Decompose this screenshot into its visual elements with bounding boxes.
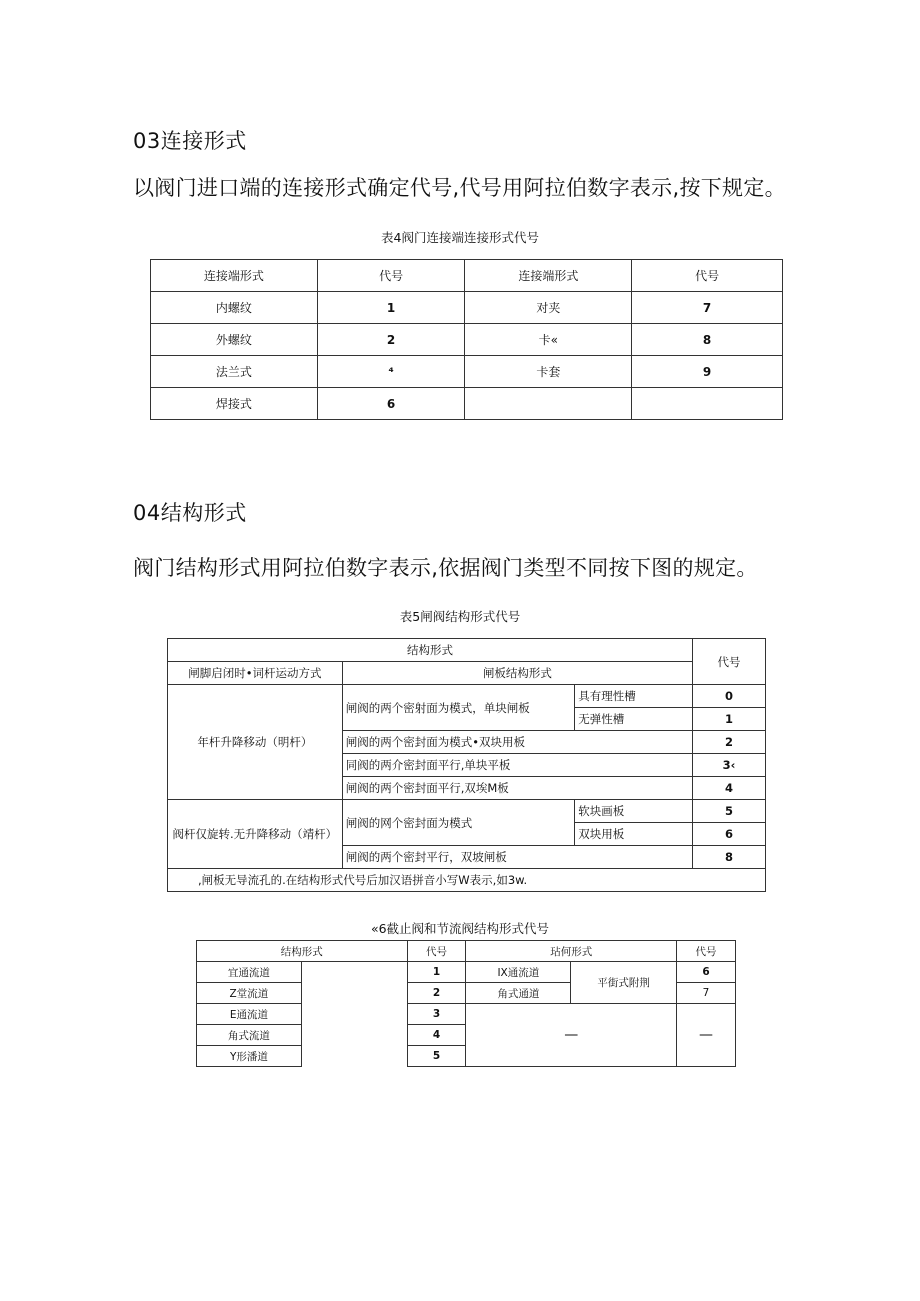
- table-cell: 8: [693, 846, 766, 869]
- section-03-title: 03连接形式: [133, 129, 247, 153]
- table-cell: 阀杆仅旋转.无升降移动（靖杆）: [168, 800, 343, 869]
- table-cell: 闸阀的两个密封平行，双坡闸板: [342, 846, 692, 869]
- table-cell: 1: [693, 708, 766, 731]
- table-header-row: [168, 639, 766, 662]
- table-cell: 2: [317, 324, 465, 356]
- table-cell: 卡套: [465, 356, 632, 388]
- table-cell: 角式流道: [197, 1025, 302, 1046]
- table-cell: 5: [407, 1046, 466, 1067]
- blank-cell: [301, 962, 407, 1067]
- table-row: [151, 388, 783, 420]
- table-row: [168, 800, 766, 823]
- table-cell: IX通流道: [466, 962, 571, 983]
- table-cell: 4: [407, 1025, 466, 1046]
- header-cell: 结构形式: [168, 639, 693, 662]
- header-cell: 代号: [693, 639, 766, 685]
- header-cell: 闸板结构形式: [342, 662, 692, 685]
- header-cell: 闸脚启闭时•词杆运动方式: [168, 662, 343, 685]
- table-cell: 8: [632, 324, 783, 356]
- table-6-caption: «6截止阀和节流阀结构形式代号: [370, 921, 550, 936]
- table-cell: 6: [317, 388, 465, 420]
- table-cell: 9: [632, 356, 783, 388]
- table-cell: 闸阀的两个密封面为模式•双块用板: [342, 731, 692, 754]
- table-cell: 3: [407, 1004, 466, 1025]
- section-04-paragraph: 阀门结构形式用阿拉伯数字表示,依据阀门类型不同按下图的规定。: [133, 556, 758, 580]
- table-cell: 内螺纹: [151, 292, 318, 324]
- table-cell: 1: [317, 292, 465, 324]
- table-cell: 角式通道: [466, 983, 571, 1004]
- table-row: [151, 356, 783, 388]
- table-row: [168, 685, 766, 708]
- table-cell: Z堂流道: [197, 983, 302, 1004]
- table-cell: 双块用板: [575, 823, 693, 846]
- section-03-paragraph: 以阀门进口端的连接形式确定代号,代号用阿拉伯数字表示,按下规定。: [133, 176, 786, 200]
- connection-code-table: [150, 259, 783, 420]
- globe-valve-structure-table: [196, 940, 736, 1067]
- table-cell: ⁴: [317, 356, 465, 388]
- table-cell: 4: [693, 777, 766, 800]
- table-cell: 闸阀的两个密封面平行,双埃M板: [342, 777, 692, 800]
- table-5-caption: 表5闸阀结构形式代号: [399, 609, 521, 624]
- gate-valve-structure-table: [167, 638, 766, 892]
- table-cell: 同阀的两介密封面平行,单块平板: [342, 754, 692, 777]
- table-cell: E通流道: [197, 1004, 302, 1025]
- table-cell: 闸阀的网个密封面为模式: [342, 800, 575, 846]
- table-cell: 对夹: [465, 292, 632, 324]
- header-cell: 代号: [632, 260, 783, 292]
- table-header-row: [168, 662, 766, 685]
- table-footnote: ,闸板无导流孔的.在结构形式代号后加汉语拼音小写W表示,如3w.: [168, 869, 766, 892]
- table-footnote-row: [168, 869, 766, 892]
- table-cell: 7: [632, 292, 783, 324]
- table-cell: 法兰式: [151, 356, 318, 388]
- table-cell: 软块画板: [575, 800, 693, 823]
- table-cell: 1: [407, 962, 466, 983]
- table-cell: 卡«: [465, 324, 632, 356]
- header-cell: 连接端形式: [465, 260, 632, 292]
- table-row: [151, 324, 783, 356]
- header-cell: 玷何形式: [466, 941, 677, 962]
- table-cell: 平街式附荆: [571, 962, 677, 1004]
- table-cell-dash: —: [677, 1004, 736, 1067]
- table-cell: 焊接式: [151, 388, 318, 420]
- table-cell: 无弹性槽: [575, 708, 693, 731]
- header-cell: 连接端形式: [151, 260, 318, 292]
- table-row: [197, 962, 736, 983]
- table-cell: 2: [407, 983, 466, 1004]
- table-cell: Y形潘道: [197, 1046, 302, 1067]
- table-cell: 0: [693, 685, 766, 708]
- table-row: [151, 292, 783, 324]
- table-cell: 2: [693, 731, 766, 754]
- table-cell: 5: [693, 800, 766, 823]
- header-cell: 代号: [677, 941, 736, 962]
- table-cell: 宜通流道: [197, 962, 302, 983]
- table-cell: [632, 388, 783, 420]
- table-4-caption: 表4阀门连接端连接形式代号: [381, 230, 539, 245]
- table-cell: 年杆升降移动（明杆）: [168, 685, 343, 800]
- table-cell: 闸阀的两个密射面为模式，单块闸板: [342, 685, 575, 731]
- table-cell-dash: —: [466, 1004, 677, 1067]
- table-header-row: [197, 941, 736, 962]
- table-cell: 6: [693, 823, 766, 846]
- section-04-title: 04结构形式: [133, 501, 247, 525]
- header-cell: 代号: [317, 260, 465, 292]
- table-cell: 7: [677, 983, 736, 1004]
- table-cell: [465, 388, 632, 420]
- table-cell: 6: [677, 962, 736, 983]
- header-cell: 结构形式: [197, 941, 408, 962]
- table-cell: 3‹: [693, 754, 766, 777]
- table-header-row: [151, 260, 783, 292]
- table-cell: 外螺纹: [151, 324, 318, 356]
- table-cell: 具有理性槽: [575, 685, 693, 708]
- header-cell: 代号: [407, 941, 466, 962]
- table-row: [197, 1004, 736, 1025]
